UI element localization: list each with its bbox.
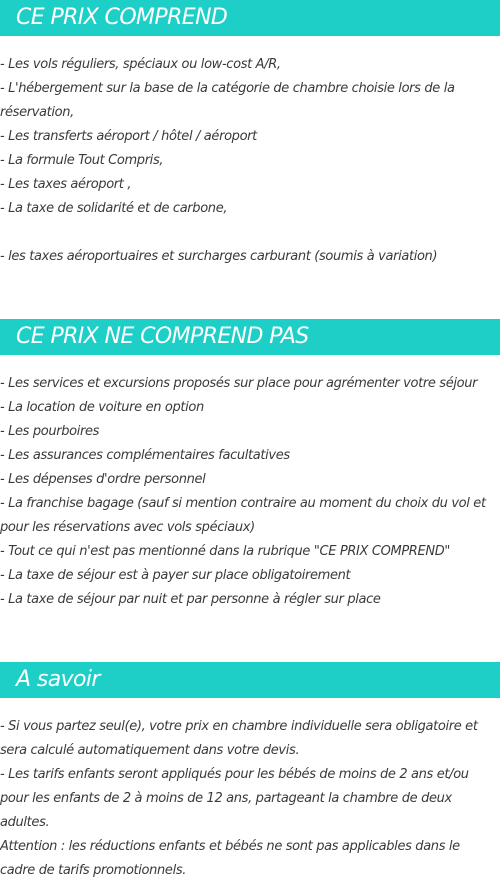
list-item: - Les services et excursions proposés sur place pour agrémenter votre séjour	[0, 376, 478, 391]
list-item: - La formule Tout Compris,	[0, 153, 164, 168]
list-item: - Les dépenses d'ordre personnel	[0, 472, 206, 487]
list-item: - Les assurances complémentaires facultatives	[0, 448, 290, 463]
section-title-good-to-know: A savoir	[0, 662, 500, 698]
list-item: - La franchise bagage (sauf si mention contraire au moment du choix du vol et pour les réservations avec vols spéciaux)	[0, 496, 486, 535]
section-title-not-included: CE PRIX NE COMPREND PAS	[0, 319, 500, 355]
list-item: - Les transferts aéroport / hôtel / aéroport	[0, 129, 257, 144]
list-item: - La location de voiture en option	[0, 400, 204, 415]
list-item: - Si vous partez seul(e), votre prix en chambre individuelle sera obligatoire et sera calculé automatiquement dans votre devis.	[0, 719, 478, 758]
section-title-included: CE PRIX COMPREND	[0, 0, 500, 36]
good-to-know-list	[0, 715, 500, 883]
section-good-to-know	[0, 662, 500, 883]
list-item: - Les pourboires	[0, 424, 100, 439]
list-item: - les taxes aéroportuaires et surcharges carburant (soumis à variation)	[0, 249, 438, 264]
list-item: - Les taxes aéroport ,	[0, 177, 132, 192]
list-item: - Tout ce qui n'est pas mentionné dans la rubrique "CE PRIX COMPREND"	[0, 544, 451, 559]
included-list	[0, 53, 500, 269]
list-item: - La taxe de solidarité et de carbone,	[0, 201, 228, 216]
list-item: - L'hébergement sur la base de la catégorie de chambre choisie lors de la réservation,	[0, 81, 455, 120]
list-item: Attention : les réductions enfants et bébés ne sont pas applicables dans le cadre de tarifs promotionnels.	[0, 839, 460, 878]
section-included	[0, 0, 500, 269]
list-item: - Les tarifs enfants seront appliqués pour les bébés de moins de 2 ans et/ou pour les enfants de 2 à moins de 12 ans, partageant la chambre de deux adultes.	[0, 767, 469, 830]
list-item: - Les vols réguliers, spéciaux ou low-cost A/R,	[0, 57, 281, 72]
blank-line	[0, 221, 496, 245]
list-item: - La taxe de séjour par nuit et par personne à régler sur place	[0, 592, 381, 607]
list-item: - La taxe de séjour est à payer sur place obligatoirement	[0, 568, 351, 583]
not-included-list	[0, 372, 500, 612]
section-not-included	[0, 319, 500, 612]
